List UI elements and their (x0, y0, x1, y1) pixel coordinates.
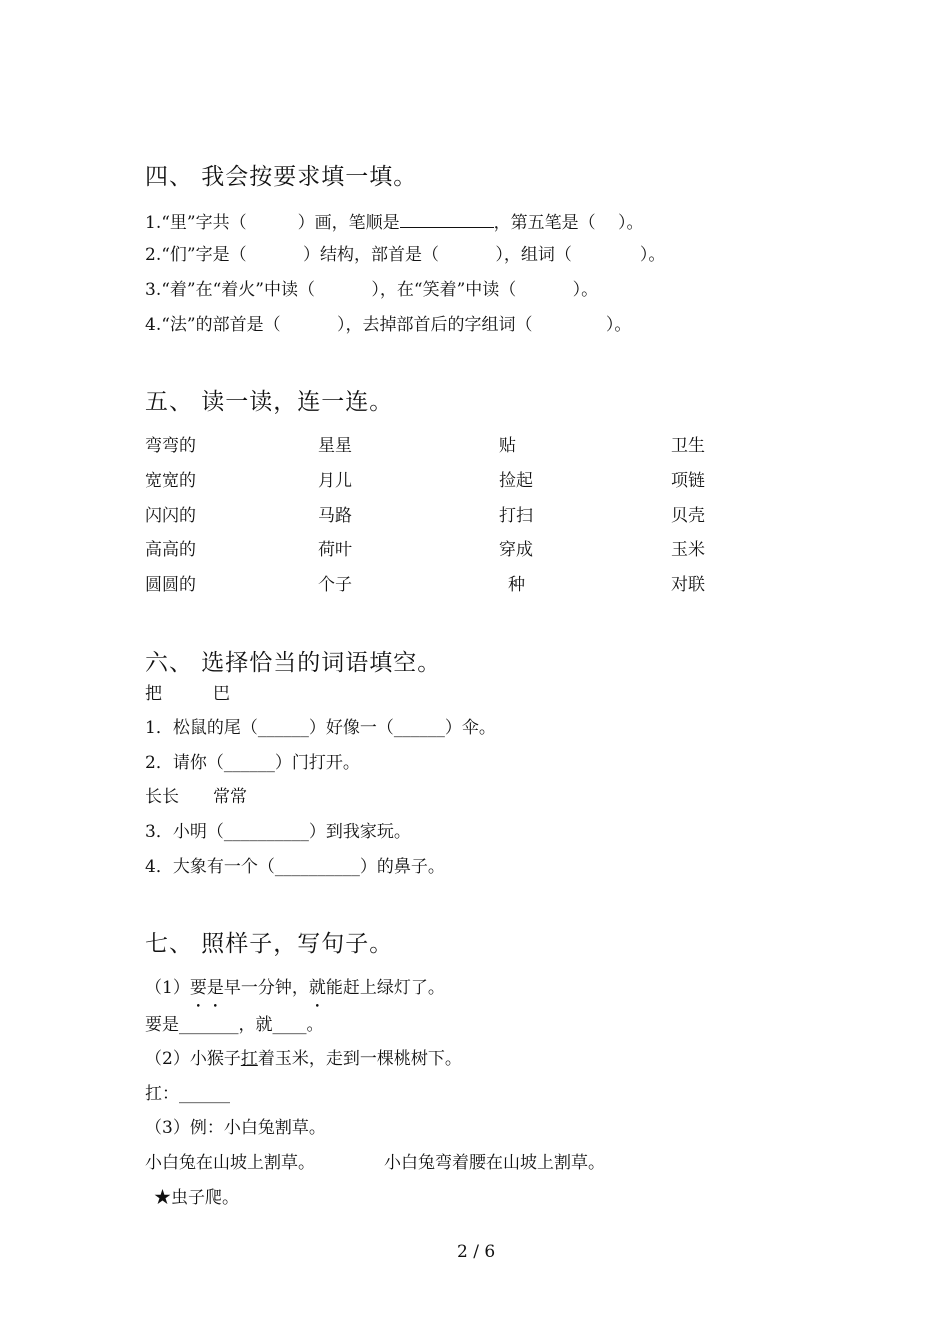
q1-text-a: 1.“里”字共（ ）画，笔顺是 (145, 213, 400, 233)
match-col3-item: 种 (508, 575, 525, 595)
section-6-q4: 4．大象有一个（__________）的鼻子。 (145, 857, 445, 877)
match-col2-item: 个子 (318, 575, 352, 595)
match-col2-item: 星星 (318, 436, 352, 456)
match-col3-item: 穿成 (499, 540, 533, 560)
stroke-order-blank[interactable] (400, 209, 494, 228)
section-7-answer-2: 扛：______ (145, 1084, 230, 1104)
section-4-q1 (145, 209, 644, 234)
ex1-prefix: （1） (145, 978, 190, 998)
match-col4-item: 项链 (671, 471, 705, 491)
match-col4-item: 卫生 (671, 436, 705, 456)
section-7-example-3a: 小白兔在山坡上割草。 (145, 1153, 315, 1173)
match-col2-item: 马路 (318, 506, 352, 526)
match-col3-item: 捡起 (499, 471, 533, 491)
ex1-dotted-char: 就 (308, 978, 326, 998)
section-4-q2: 2.“们”字是（ ）结构，部首是（ ），组词（ ）。 (145, 245, 666, 265)
section-5-title: 五、 读一读，连一连。 (145, 389, 394, 415)
section-6-title: 六、 选择恰当的词语填空。 (145, 650, 442, 676)
ex1-suffix: 能赶上绿灯了。 (325, 978, 445, 998)
ex1-dotted-char: 要 (189, 978, 207, 998)
ex2-underlined-word: 扛 (240, 1049, 258, 1069)
match-col1-item: 弯弯的 (145, 436, 196, 456)
match-col1-item: 宽宽的 (145, 471, 196, 491)
match-col4-item: 玉米 (671, 540, 705, 560)
section-4-q4: 4.“法”的部首是（ ），去掉部首后的字组词（ ）。 (145, 315, 632, 335)
match-col4-item: 贝壳 (671, 506, 705, 526)
section-7-title: 七、 照样子，写句子。 (145, 931, 394, 957)
ex1-middle: 早一分钟， (223, 978, 309, 998)
ex2-suffix: 着玉米，走到一棵桃树下。 (257, 1049, 462, 1069)
match-col2-item: 荷叶 (318, 540, 352, 560)
section-7-example-1 (145, 977, 445, 999)
section-7-example-2 (145, 1048, 462, 1070)
match-col2-item: 月儿 (318, 471, 352, 491)
match-col1-item: 闪闪的 (145, 506, 196, 526)
section-6-q2: 2．请你（______）门打开。 (145, 753, 360, 773)
match-col4-item: 对联 (671, 575, 705, 595)
word-choices-1: 把 巴 (145, 684, 230, 704)
section-7-answer-1: 要是_______，就____。 (145, 1015, 324, 1035)
ex2-prefix: （2）小猴子 (145, 1049, 241, 1069)
page-number: 2 / 6 (457, 1242, 496, 1262)
match-col3-item: 打扫 (499, 506, 533, 526)
section-4-q3: 3.“着”在“着火”中读（ ），在“笑着”中读（ ）。 (145, 280, 599, 300)
section-6-q1: 1．松鼠的尾（______）好像一（______）伞。 (145, 718, 496, 738)
match-col1-item: 圆圆的 (145, 575, 196, 595)
section-7-example-3b: 小白兔弯着腰在山坡上割草。 (384, 1153, 605, 1173)
word-choices-2: 长长 常常 (145, 787, 247, 807)
q1-text-b: ，第五笔是（ ）。 (493, 213, 644, 233)
ex1-dotted-char: 是 (206, 978, 224, 998)
section-4-title: 四、 我会按要求填一填。 (145, 164, 418, 190)
section-6-q3: 3．小明（__________）到我家玩。 (145, 822, 411, 842)
match-col3-item: 贴 (499, 436, 516, 456)
match-col1-item: 高高的 (145, 540, 196, 560)
section-7-task: ★虫子爬。 (154, 1188, 239, 1208)
section-7-example-3: （3）例：小白兔割草。 (145, 1118, 326, 1138)
